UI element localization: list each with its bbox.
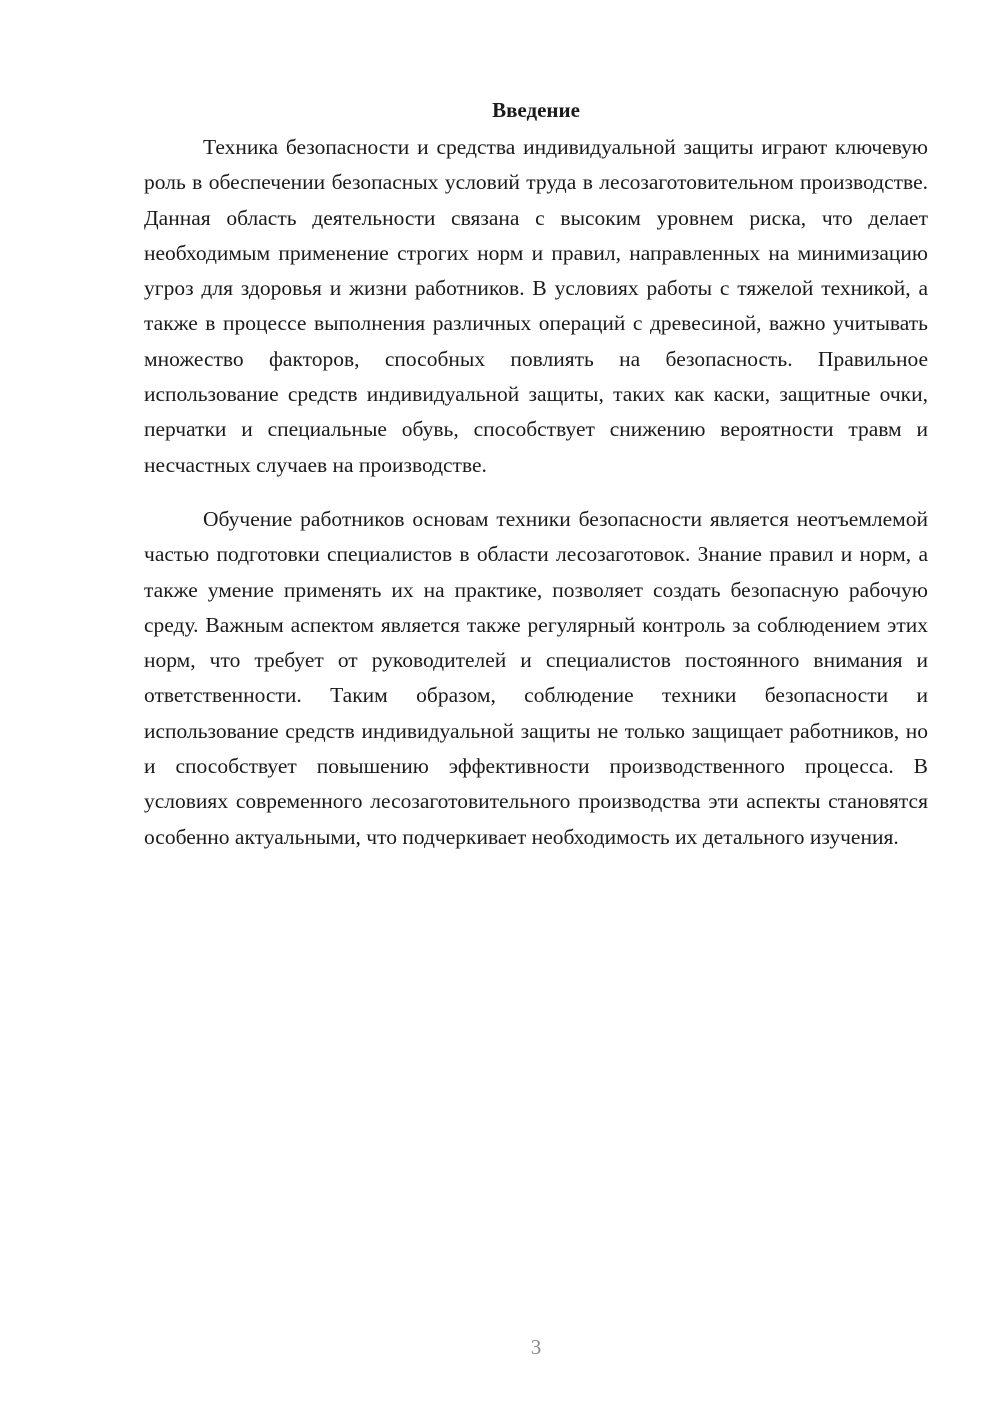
page-content: [144, 92, 928, 855]
page-number: 3: [530, 1335, 542, 1359]
section-title: Введение: [492, 98, 580, 122]
paragraph-1: Техника безопасности и средства индивидуальной защиты играют ключевую роль в обеспечении безопасных условий труда в лесозаготовительном производстве. Данная область деятельности связана с высоким уровнем риска, что делает необходимым применение строгих норм и правил, направленных на минимизацию угроз для здоровья и жизни работников. В условиях работы с тяжелой техникой, а также в процессе выполнения различных операций с древесиной, важно учитывать множество факторов, способных повлиять на безопасность. Правильное использование средств индивидуальной защиты, таких как каски, защитные очки, перчатки и специальные обувь, способствует снижению вероятности травм и несчастных случаев на производстве.: [144, 135, 928, 477]
paragraph-2: Обучение работников основам техники безопасности является неотъемлемой частью подготовки специалистов в области лесозаготовок. Знание правил и норм, а также умение применять их на практике, позволяет создать безопасную рабочую среду. Важным аспектом является также регулярный контроль за соблюдением этих норм, что требует от руководителей и специалистов постоянного внимания и ответственности. Таким образом, соблюдение техники безопасности и использование средств индивидуальной защиты не только защищает работников, но и способствует повышению эффективности производственного процесса. В условиях современного лесозаготовительного производства эти аспекты становятся особенно актуальными, что подчеркивает необходимость их детального изучения.: [144, 506, 928, 849]
